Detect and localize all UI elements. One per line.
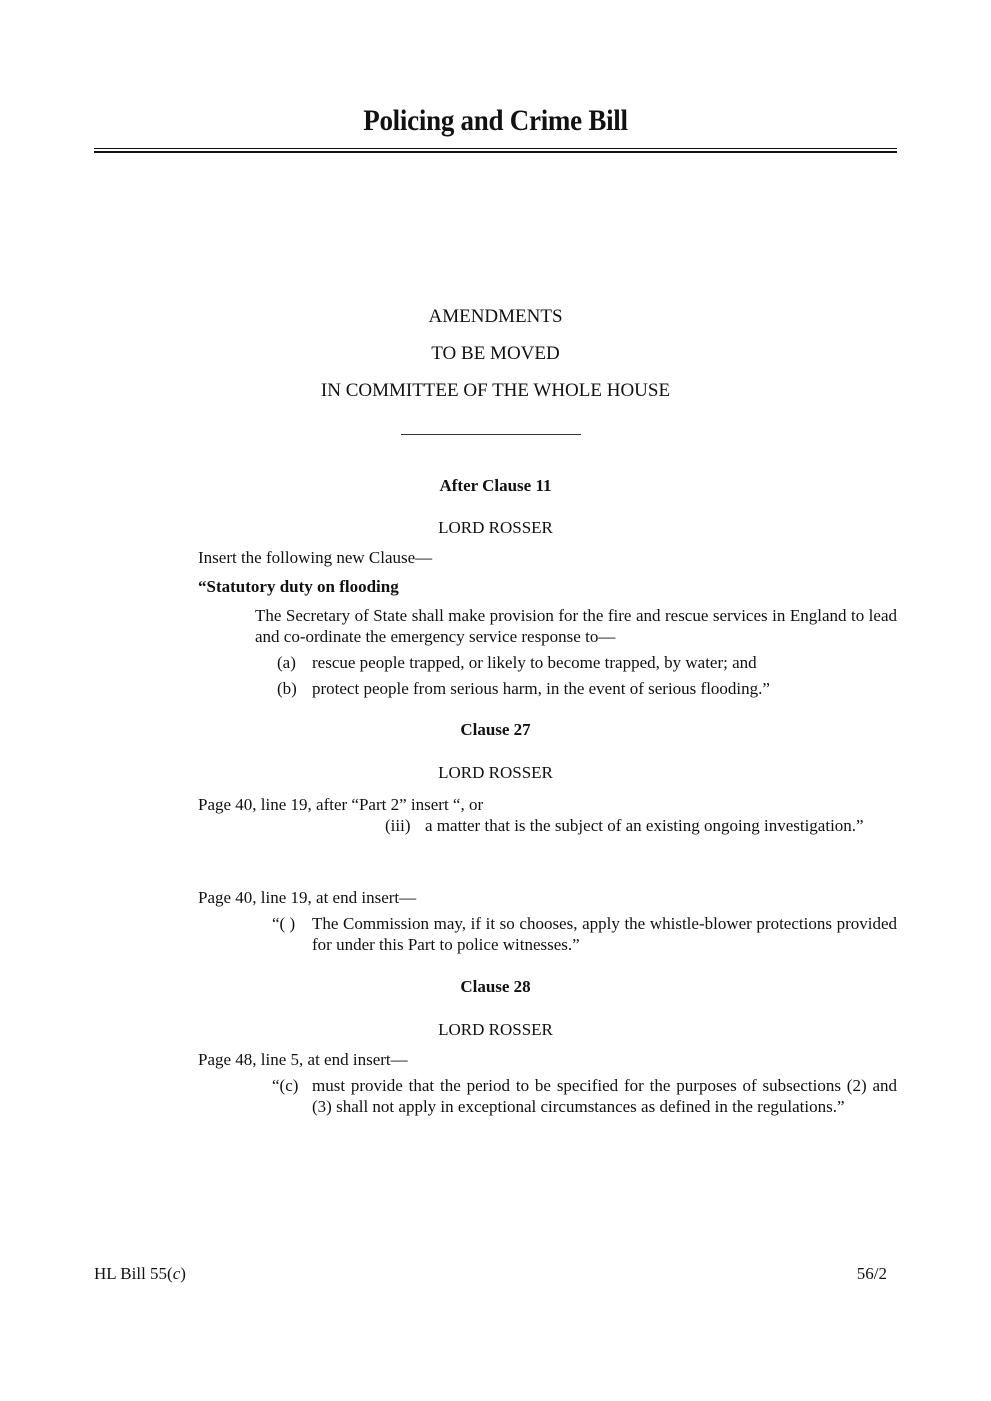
mover-name: LORD ROSSER bbox=[438, 518, 553, 537]
mover-name: LORD ROSSER bbox=[438, 763, 553, 782]
section-heading-after-clause-11: After Clause 11 bbox=[439, 476, 552, 495]
intro-line-committee: IN COMMITTEE OF THE WHOLE HOUSE bbox=[320, 380, 671, 401]
item-text-b: protect people from serious harm, in the event of serious flooding.” bbox=[312, 679, 770, 698]
amendment-item-text: a matter that is the subject of an existing ongoing investigation.” bbox=[425, 816, 864, 835]
document-title: Policing and Crime Bill bbox=[363, 104, 628, 137]
intro-line-to-be-moved: TO BE MOVED bbox=[431, 343, 560, 364]
item-text-a: rescue people trapped, or likely to become trapped, by water; and bbox=[312, 653, 757, 672]
section-heading-clause-27: Clause 27 bbox=[460, 720, 531, 739]
new-clause-title: “Statutory duty on flooding bbox=[198, 577, 399, 596]
amendment-instruction: Page 40, line 19, after “Part 2” insert “, or bbox=[198, 795, 484, 814]
page-reference: 56/2 bbox=[856, 1264, 887, 1283]
amendment-instruction: Insert the following new Clause— bbox=[198, 548, 433, 567]
title-rule-thick bbox=[94, 151, 897, 153]
amendment-item-text: must provide that the period to be specified for the purposes of subsections (2) and (3) shall not apply in exceptional circumstances as defined in the regulations.” bbox=[312, 1076, 897, 1116]
item-label-b: (b) bbox=[277, 679, 297, 698]
section-divider bbox=[401, 434, 581, 435]
amendment-item-label: (iii) bbox=[385, 816, 411, 835]
amendment-item-text: The Commission may, if it so chooses, apply the whistle-blower protections provided for under this Part to police witnesses.” bbox=[312, 914, 897, 954]
title-rule-thin bbox=[94, 148, 897, 149]
mover-name: LORD ROSSER bbox=[438, 1020, 553, 1039]
intro-line-amendments: AMENDMENTS bbox=[428, 306, 563, 327]
new-clause-body: The Secretary of State shall make provision for the fire and rescue services in England to lead and co-ordinate the emergency service response to— bbox=[255, 606, 897, 646]
item-label-a: (a) bbox=[277, 653, 296, 672]
bill-reference bbox=[94, 1264, 186, 1284]
section-heading-clause-28: Clause 28 bbox=[460, 977, 531, 996]
amendment-item-label: “(c) bbox=[272, 1076, 299, 1095]
bill-ref-prefix: HL Bill 55( bbox=[94, 1264, 173, 1283]
amendment-instruction: Page 48, line 5, at end insert— bbox=[198, 1050, 408, 1069]
amendment-item-label: “( ) bbox=[272, 914, 296, 933]
bill-ref-suffix: ) bbox=[180, 1264, 186, 1283]
amendment-instruction: Page 40, line 19, at end insert— bbox=[198, 888, 417, 907]
bill-ref-italic: c bbox=[172, 1264, 181, 1283]
